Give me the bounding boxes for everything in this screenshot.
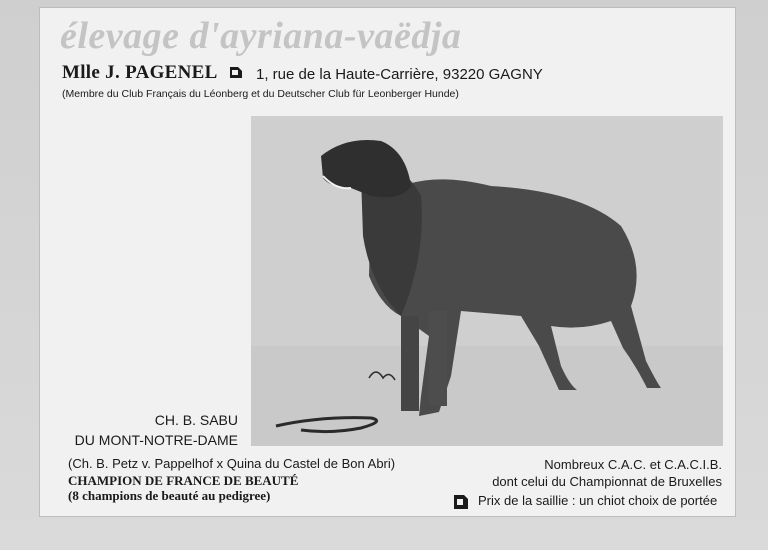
- kennel-name: élevage d'ayriana-vaëdja: [60, 15, 462, 57]
- champions-note: (8 champions de beauté au pedigree): [68, 488, 271, 503]
- awards-block: [460, 456, 722, 490]
- dog-name-block: [38, 410, 238, 450]
- awards-line1: Nombreux C.A.C. et C.A.C.I.B.: [544, 457, 722, 472]
- dog-photo: [251, 116, 723, 446]
- club-membership: (Membre du Club Français du Léonberg et du Deutscher Club für Leonberger Hunde): [62, 88, 459, 100]
- awards-line2: dont celui du Championnat de Bruxelles: [492, 474, 722, 489]
- phone-icon: [228, 66, 244, 79]
- dog-title: CH. B. SABU: [154, 412, 238, 428]
- dog-pedigree: (Ch. B. Petz v. Pappelhof x Quina du Castel de Bon Abri): [68, 456, 396, 471]
- dog-kennel: DU MONT-NOTRE-DAME: [74, 432, 238, 448]
- champion-title: CHAMPION DE FRANCE DE BEAUTÉ: [68, 473, 299, 488]
- dog-illustration: [251, 116, 723, 446]
- owner-address: 1, rue de la Haute-Carrière, 93220 GAGNY: [256, 66, 543, 83]
- owner-name: Mlle J. PAGENEL: [62, 62, 218, 83]
- stud-fee: Prix de la saillie : un chiot choix de portée: [478, 493, 718, 508]
- stud-fee-icon: [452, 494, 470, 510]
